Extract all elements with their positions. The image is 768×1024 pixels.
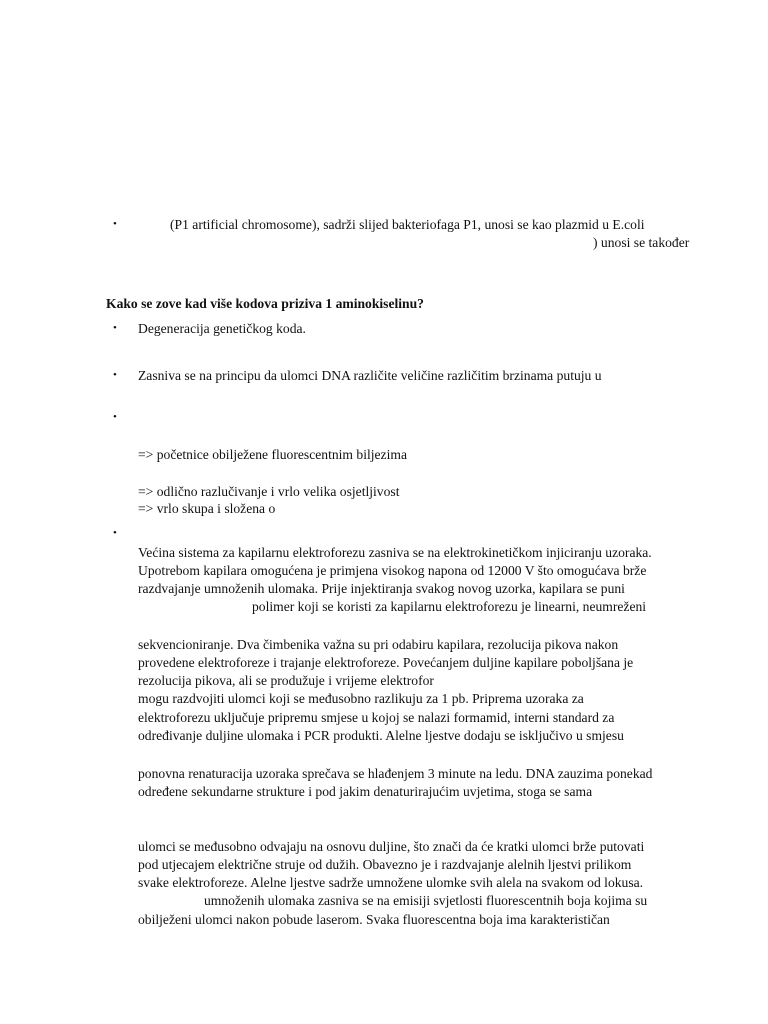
- capillary-par4-line: obilježeni ulomci nakon pobude laserom. Svaka fluorescentna boja ima karakterističan: [138, 912, 610, 927]
- capillary-par4-line: ulomci se međusobno odvajaju na osnovu duljine, što znači da će kratki ulomci brže putovati: [138, 839, 645, 854]
- bullet-marker: •: [113, 322, 117, 334]
- capillary-par1-line: razdvajanje umnoženih ulomaka. Prije injektiranja svakog novog uzorka, kapilara se puni: [138, 581, 625, 596]
- capillary-par3-line: ponovna renaturacija uzoraka sprečava se hlađenjem 3 minute na ledu. DNA zauzima ponekad: [138, 766, 653, 781]
- capillary-par2-line: elektroforezu uključuje pripremu smjese u kojoj se nalazi formamid, interni standard za: [138, 710, 615, 725]
- capillary-par3-line: određene sekundarne strukture i pod jakim denaturirajućim uvjetima, stoga se sama: [138, 784, 593, 799]
- question-heading: Kako se zove kad više kodova priziva 1 aminokiselinu?: [106, 296, 424, 311]
- question-answer: Degeneracija genetičkog koda.: [138, 321, 306, 336]
- capillary-par1-line: Većina sistema za kapilarnu elektroforezu zasniva se na elektrokinetičkom injiciranju uzoraka.: [138, 545, 652, 560]
- electrophoresis-intro: Zasniva se na principu da ulomci DNA različite veličine različitim brzinama putuju u: [138, 368, 602, 383]
- bac-line-2: ) unosi se također: [593, 235, 690, 250]
- capillary-par2-line: sekvencioniranje. Dva čimbenika važna su pri odabiru kapilara, rezolucija pikova nakon: [138, 637, 619, 652]
- capillary-par4-line: svake elektroforeze. Alelne ljestve sadrže umnožene ulomke svih alela na svakom od lokusa.: [138, 875, 644, 890]
- capillary-par2-line: provedene elektroforeze i trajanje elektroforeze. Povećanjem duljine kapilare poboljšana je: [138, 655, 634, 670]
- capillary-par2-line: rezolucija pikova, ali se produžuje i vrijeme elektrofor: [138, 673, 434, 688]
- bullet-marker: •: [113, 411, 117, 423]
- capillary-par2-line: određivanje duljine ulomaka i PCR produkti. Alelne ljestve dodaju se isključivo u smjesu: [138, 728, 624, 743]
- bullet-marker: •: [113, 527, 117, 539]
- feature-line: => početnice obilježene fluorescentnim biljezima: [138, 447, 407, 462]
- feature-line: => odlično razlučivanje i vrlo velika osjetljivost: [138, 484, 400, 499]
- capillary-par4-line: umnoženih ulomaka zasniva se na emisiji svjetlosti fluorescentnih boja kojima su: [204, 893, 648, 908]
- bullet-marker: •: [113, 218, 117, 230]
- feature-line: => vrlo skupa i složena o: [138, 501, 276, 516]
- capillary-par2-line: mogu razdvojiti ulomci koji se međusobno razlikuju za 1 pb. Priprema uzoraka za: [138, 691, 584, 706]
- capillary-par1-line: polimer koji se koristi za kapilarnu elektroforezu je linearni, neumreženi: [252, 599, 647, 614]
- bac-line-1: (P1 artificial chromosome), sadrži slijed bakteriofaga P1, unosi se kao plazmid u E.coli: [170, 217, 645, 232]
- bullet-marker: •: [113, 369, 117, 381]
- capillary-par4-line: pod utjecajem električne struje od dužih. Obavezno je i razdvajanje alelnih ljestvi prilikom: [138, 857, 632, 872]
- capillary-par1-line: Upotrebom kapilara omogućena je primjena visokog napona od 12000 V što omogućava brže: [138, 563, 647, 578]
